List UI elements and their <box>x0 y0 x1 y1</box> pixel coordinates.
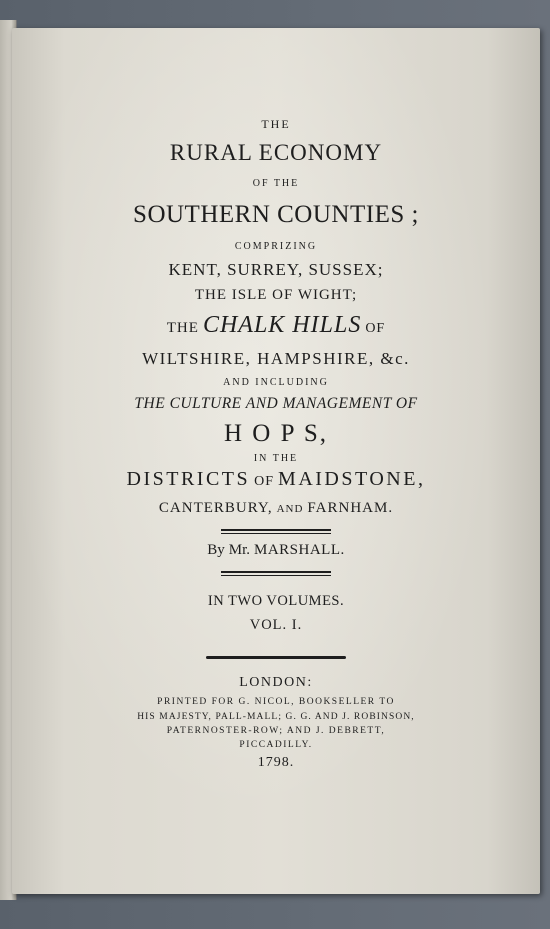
maidstone-word: MAIDSTONE, <box>278 468 426 490</box>
title-page <box>12 28 540 894</box>
isle-line: THE ISLE OF WIGHT; <box>194 287 358 303</box>
chalk-of: OF <box>365 321 386 336</box>
by-word: By <box>207 542 225 558</box>
farnham-word: FARNHAM. <box>307 500 394 516</box>
hops-line: H O P S, <box>224 420 328 447</box>
volume-line: VOL. I. <box>249 617 303 633</box>
title-line-1: RURAL ECONOMY <box>169 140 383 165</box>
volumes-line: IN TWO VOLUMES. <box>207 593 345 609</box>
and-including-line: AND INCLUDING <box>223 377 329 388</box>
thick-rule <box>206 656 346 659</box>
imprint-line-2: HIS MAJESTY, PALL-MALL; G. G. AND J. ROBINSON, <box>137 712 415 722</box>
districts-word: DISTRICTS <box>126 468 251 490</box>
imprint-line-4: PICCADILLY. <box>239 740 313 750</box>
chalk-hills: CHALK HILLS <box>202 312 362 338</box>
comprizing-line: COMPRIZING <box>234 241 318 252</box>
imprint-line-3: PATERNOSTER-ROW; AND J. DEBRETT, <box>166 726 386 736</box>
districts-line <box>12 469 540 489</box>
double-rule-top <box>221 529 331 534</box>
the-line: THE <box>261 117 291 131</box>
and-word: AND <box>276 503 304 515</box>
title-line-2: SOUTHERN COUNTIES ; <box>133 201 419 228</box>
of-the-line: OF THE <box>252 178 300 189</box>
author-name: MARSHALL. <box>254 542 345 558</box>
double-rule-bottom <box>221 571 331 576</box>
canterbury-word: CANTERBURY, <box>158 500 273 516</box>
mr-word: Mr. <box>228 542 250 558</box>
canterbury-line <box>12 500 540 516</box>
year-line: 1798. <box>257 755 295 770</box>
counties-line: KENT, SURREY, SUSSEX; <box>168 260 384 279</box>
districts-of: OF <box>254 474 275 489</box>
chalk-hills-line <box>12 313 540 337</box>
wiltshire-line: WILTSHIRE, HAMPSHIRE, &c. <box>142 349 410 368</box>
author-line <box>12 542 540 558</box>
chalk-the: THE <box>166 320 199 336</box>
imprint-line-1: PRINTED FOR G. NICOL, BOOKSELLER TO <box>157 697 395 707</box>
culture-line: THE CULTURE AND MANAGEMENT OF <box>134 395 418 412</box>
london-line: LONDON: <box>239 675 313 690</box>
in-the-line: IN THE <box>253 453 299 464</box>
